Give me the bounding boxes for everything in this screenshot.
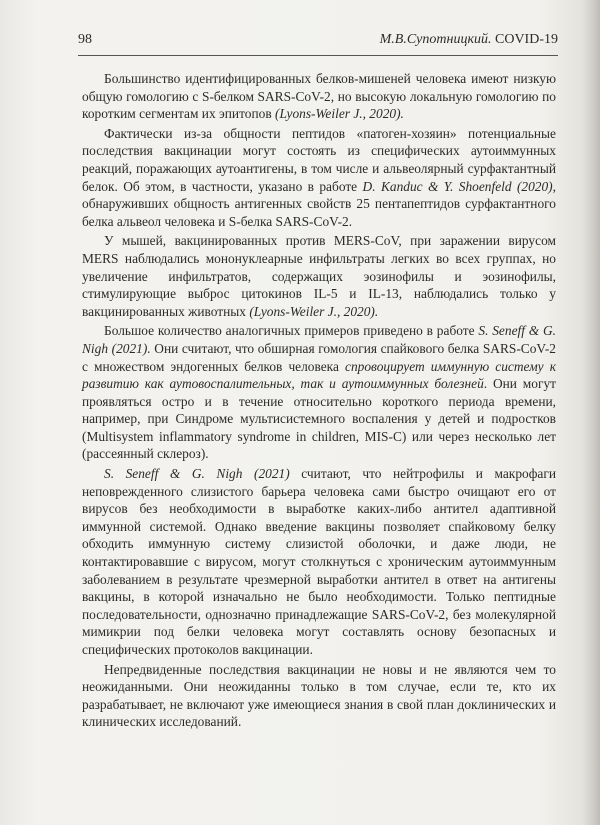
text-run: Непредвиденные последствия вакцинации не новы и не являются чем то неожиданными. Они неожиданны только в том случае, если те, кто их разрабатывает, не включают уже имеющиеся знания в свой план доклинических и клинических исследований. xyxy=(82,661,556,730)
body-text xyxy=(82,70,556,733)
text-run: , обнаруживших общность антигенных свойств 25 пентапептидов сурфактантного белка альвеол человека и S-белка SARS-CoV-2. xyxy=(82,178,556,229)
italic-text: спровоцирует иммунную систему к развитию как аутовоспалительных, так и аутоиммунных болезней xyxy=(82,358,556,392)
header-rule xyxy=(78,55,558,56)
text-run: Они считают, что обширная гомология спайкового белка SARS-CoV-2 с множеством эндогенных белков человека xyxy=(82,340,557,374)
page-number: 98 xyxy=(78,32,92,47)
italic-text: D. Kanduc & Y. Shoenfeld (2020) xyxy=(362,178,553,194)
running-title-book: COVID-19 xyxy=(495,32,558,47)
paragraph xyxy=(82,465,556,659)
text-run: считают, что нейтрофилы и макрофаги неповрежденного слизистого барьера человека сами быстро очищают его от вирусов без необходимости в выработке каких-либо антител адаптивной иммунной системой. Однако введение вакцины позволяет спайковому белку обходить иммунную систему слизистой оболочки, и даже люди, не контактировавшие с вирусом, могут столкнуться с хроническим аутоиммунным заболеванием в результате чрезмерной выработки антител в ответ на антигены вакцины, в которой изначально не было необходимости. Только пептидные последовательности, однозначно принадлежащие SARS-CoV-2, без молекулярной мимикрии под белки человека могут составлять основу безопасных и специфических протоколов вакцинации. xyxy=(82,466,556,657)
italic-text: (Lyons-Weiler J., 2020). xyxy=(275,106,404,122)
italic-text: S. Seneff & G. Nigh (2021). xyxy=(82,323,557,356)
italic-text: S. Seneff & G. Nigh (2021) xyxy=(104,466,290,482)
text-run: . Они могут проявляться остро и в течение относительно короткого периода времени, например, при Синдроме мультисистемного воспаления у детей и подростков (Multisystem inflammatory syndrome in children, MIS-C) или через несколько лет (рассеянный склероз). xyxy=(82,376,556,462)
text-run: Большое количество аналогичных примеров приведено в работе xyxy=(104,323,479,339)
paragraph xyxy=(82,232,556,320)
running-title xyxy=(380,32,558,48)
running-title-author: М.В.Супотницкий. xyxy=(379,32,492,47)
paragraph xyxy=(82,70,556,123)
paragraph xyxy=(82,322,556,463)
page-spine-shadow xyxy=(582,0,600,825)
paragraph xyxy=(82,661,556,731)
running-header xyxy=(78,32,558,54)
text-run: У мышей, вакцинированных против MERS-CoV, при заражении вирусом MERS наблюдались мононуклеарные инфильтраты легких во всех группах, но увеличение инфильтратов, содержащих эозинофилы и эозинофилы, стимулирующие выброс цитокинов IL-5 и IL-13, наблюдались только у вакцинированных животных xyxy=(82,233,556,319)
italic-text: (Lyons-Weiler J., 2020). xyxy=(249,303,379,319)
text-run: Фактически из-за общности пептидов «патоген-хозяин» потенциальные последствия вакцинации могут состоять из специфических аутоиммунных реакций, поражающих аутоантигены, в том числе и альвеолярный сурфактантный белок. Об этом, в частности, указано в работе xyxy=(82,125,556,194)
paragraph xyxy=(82,125,556,231)
text-run: Большинство идентифицированных белков-мишеней человека имеют низкую общую гомологию с S-белком SARS-CoV-2, но высокую локальную гомологию по коротким сегментам их эпитопов xyxy=(82,71,556,122)
